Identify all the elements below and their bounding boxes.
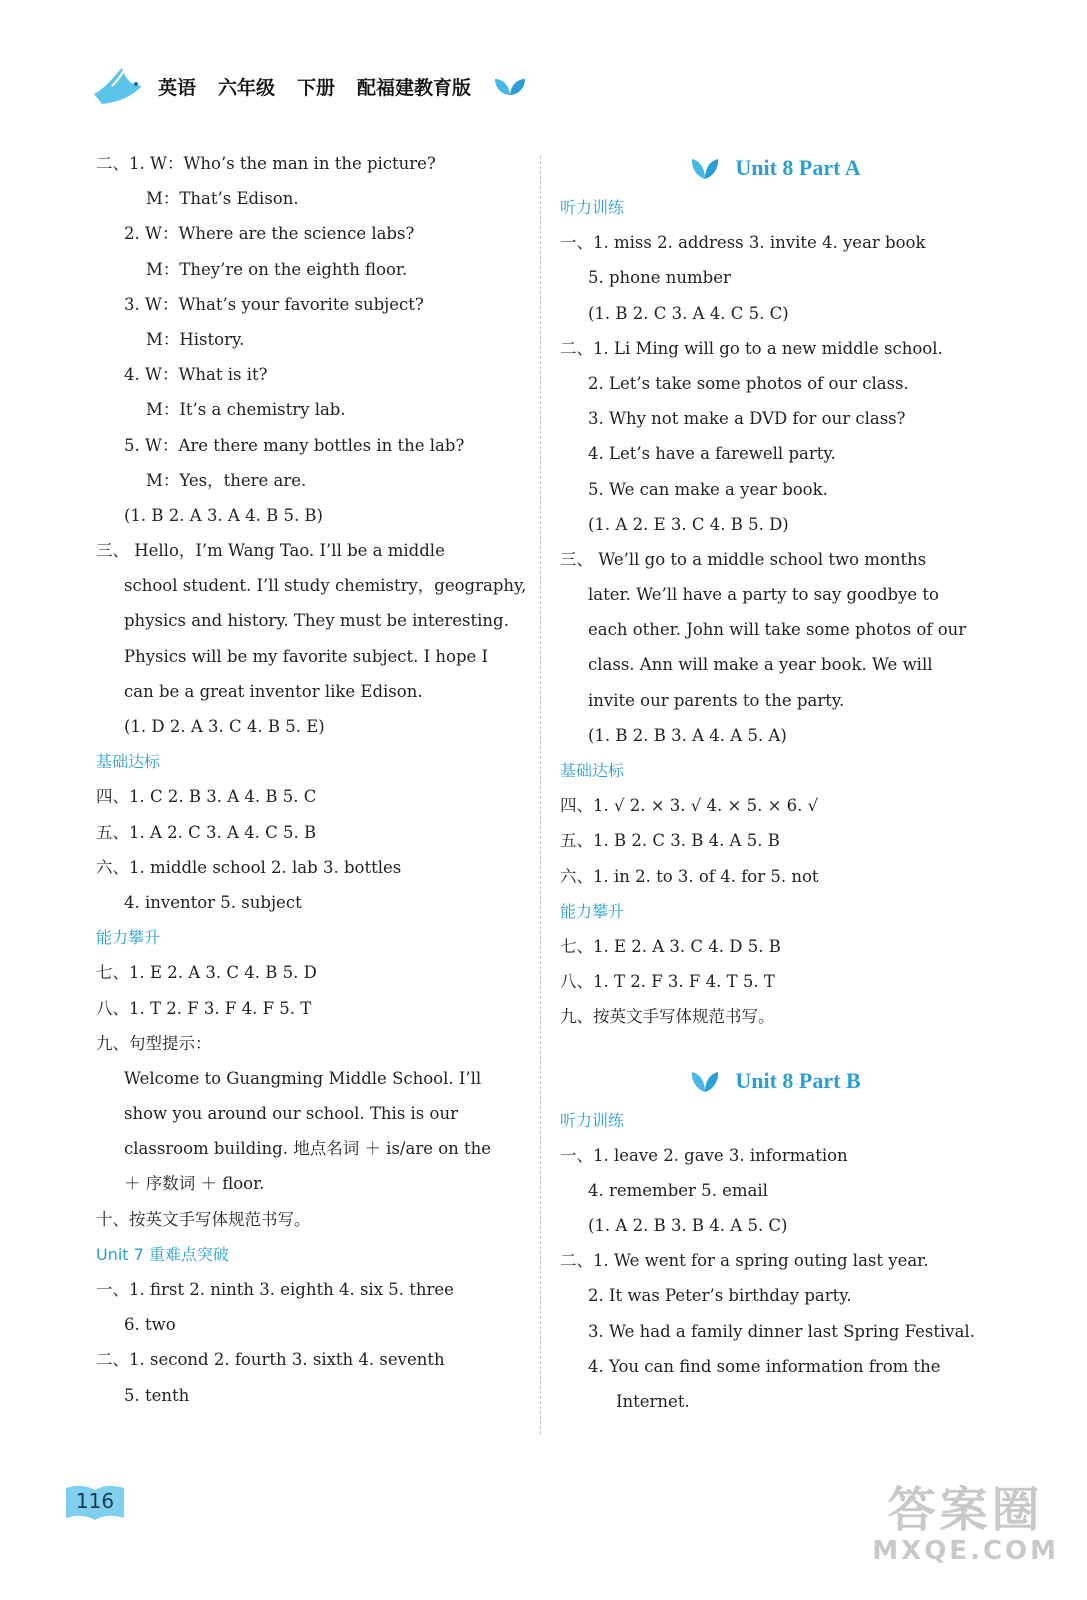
answer-line: 十、按英文手写体规范书写。 — [96, 1209, 311, 1229]
answer-line: 三、 Hello，I’m Wang Tao. I’ll be a middle — [96, 541, 445, 561]
unit-title-part-a — [560, 146, 990, 190]
unit-title-text: Unit 8 Part A — [735, 155, 861, 181]
answer-line: show you around our school. This is our — [124, 1104, 458, 1124]
watermark-line-2: MXQE.COM — [872, 1536, 1059, 1566]
page-header — [92, 62, 527, 110]
answer-line: 4. Let’s have a farewell party. — [588, 444, 836, 464]
answer-line: 5. tenth — [124, 1385, 190, 1405]
answer-line: Physics will be my favorite subject. I hope I — [124, 646, 489, 666]
answer-line: 一、1. leave 2. gave 3. information — [560, 1145, 848, 1165]
answer-line: M：That’s Edison. — [146, 189, 299, 209]
answer-line: 九、按英文手写体规范书写。 — [560, 1007, 775, 1027]
answer-line: 五、1. A 2. C 3. A 4. C 5. B — [96, 822, 317, 842]
answer-line: 二、1. W：Who’s the man in the picture? — [96, 154, 436, 173]
header-subject: 英语 — [158, 76, 197, 99]
answer-line: 七、1. E 2. A 3. C 4. D 5. B — [560, 936, 781, 956]
answer-line: 一、1. miss 2. address 3. invite 4. year book — [560, 233, 926, 253]
section-heading: 基础达标 — [96, 752, 161, 772]
answer-line: 二、1. We went for a spring outing last year. — [560, 1251, 929, 1271]
answer-line: 4. You can find some information from the — [588, 1356, 941, 1376]
bird-logo-icon — [92, 64, 148, 108]
answer-line: 4. inventor 5. subject — [124, 892, 302, 912]
section-heading: 基础达标 — [560, 761, 625, 780]
answer-line: school student. I’ll study chemistry，geography, — [124, 576, 527, 596]
answer-line: 二、1. Li Ming will go to a new middle school. — [560, 338, 943, 358]
answer-line: Welcome to Guangming Middle School. I’ll — [124, 1068, 482, 1088]
spacer — [560, 1035, 990, 1059]
answer-line: 5. We can make a year book. — [588, 479, 828, 499]
unit-title-part-b — [560, 1059, 990, 1103]
answer-line: 六、1. in 2. to 3. of 4. for 5. not — [560, 866, 819, 886]
answer-line: 四、1. C 2. B 3. A 4. B 5. C — [96, 787, 317, 807]
watermark — [872, 1484, 1059, 1566]
answer-line: 6. two — [124, 1315, 176, 1335]
answer-line: (1. B 2. B 3. A 4. A 5. A) — [588, 725, 787, 745]
answer-line: 五、1. B 2. C 3. B 4. A 5. B — [560, 831, 780, 851]
header-volume: 下册 — [297, 76, 336, 99]
page-number: 116 — [75, 1489, 115, 1513]
answer-line: (1. A 2. B 3. B 4. A 5. C) — [588, 1216, 788, 1236]
answer-line: can be a great inventor like Edison. — [124, 681, 423, 701]
answer-line: 2. It was Peter’s birthday party. — [588, 1286, 852, 1306]
left-column — [96, 146, 527, 1413]
answer-line: 5. phone number — [588, 268, 731, 288]
section-heading: 能力攀升 — [96, 928, 161, 948]
answer-line: 4. remember 5. email — [588, 1180, 768, 1200]
answer-line: M：It’s a chemistry lab. — [146, 400, 346, 420]
answer-line: invite our parents to the party. — [588, 690, 845, 710]
column-divider — [540, 156, 541, 1434]
unit-title-text: Unit 8 Part B — [735, 1067, 861, 1093]
answer-line: 一、1. first 2. ninth 3. eighth 4. six 5. three — [96, 1280, 454, 1299]
answer-line: class. Ann will make a year book. We will — [588, 655, 933, 675]
page-number-badge — [64, 1482, 126, 1522]
answer-line: 六、1. middle school 2. lab 3. bottles — [96, 857, 402, 877]
answer-line: (1. D 2. A 3. C 4. B 5. E) — [124, 717, 325, 736]
answer-line: 3. We had a family dinner last Spring Festival. — [588, 1321, 975, 1341]
right-column — [560, 146, 990, 1419]
answer-line: M：Yes，there are. — [146, 470, 307, 490]
answer-line: 八、1. T 2. F 3. F 4. T 5. T — [560, 972, 775, 992]
answer-line: 3. Why not make a DVD for our class? — [588, 409, 906, 429]
answer-line: (1. B 2. A 3. A 4. B 5. B) — [124, 505, 323, 525]
leaf-icon — [493, 75, 527, 97]
answer-line: 八、1. T 2. F 3. F 4. F 5. T — [96, 998, 312, 1018]
answer-line: each other. John will take some photos of our — [588, 620, 967, 640]
answer-line: (1. B 2. C 3. A 4. C 5. C) — [588, 303, 789, 323]
answer-line: 3. W：What’s your favorite subject? — [124, 294, 424, 314]
answer-line: 2. Let’s take some photos of our class. — [588, 373, 909, 393]
answer-line: 2. W：Where are the science labs? — [124, 224, 415, 244]
answer-line: 三、 We’ll go to a middle school two months — [560, 549, 927, 569]
answer-line: ＋ 序数词 ＋ floor. — [124, 1174, 265, 1194]
section-heading: Unit 7 重难点突破 — [96, 1244, 229, 1264]
answer-line: physics and history. They must be interesting. — [124, 611, 509, 631]
leaf-icon — [689, 155, 721, 181]
answer-line: classroom building. 地点名词 ＋ is/are on the — [124, 1139, 492, 1159]
leaf-icon — [689, 1068, 721, 1094]
answer-line: M：They’re on the eighth floor. — [146, 259, 408, 279]
section-heading: 听力训练 — [560, 198, 625, 217]
answer-line: 4. W：What is it? — [124, 365, 268, 385]
section-heading: 能力攀升 — [560, 901, 625, 921]
answer-line: later. We’ll have a party to say goodbye to — [588, 585, 939, 605]
section-heading: 听力训练 — [560, 1110, 625, 1130]
answer-line: 四、1. √ 2. × 3. √ 4. × 5. × 6. √ — [560, 796, 819, 816]
watermark-line-1: 答案圈 — [887, 1482, 1044, 1538]
answer-line: 5. W：Are there many bottles in the lab? — [124, 435, 465, 455]
answer-line: M：History. — [146, 329, 245, 349]
header-grade: 六年级 — [218, 76, 276, 99]
header-edition: 配福建教育版 — [357, 76, 472, 99]
answer-line: 九、句型提示： — [96, 1033, 212, 1053]
answer-line: (1. A 2. E 3. C 4. B 5. D) — [588, 514, 789, 534]
answer-line: 二、1. second 2. fourth 3. sixth 4. seventh — [96, 1350, 445, 1370]
answer-line: Internet. — [616, 1392, 690, 1411]
answer-line: 七、1. E 2. A 3. C 4. B 5. D — [96, 963, 317, 983]
